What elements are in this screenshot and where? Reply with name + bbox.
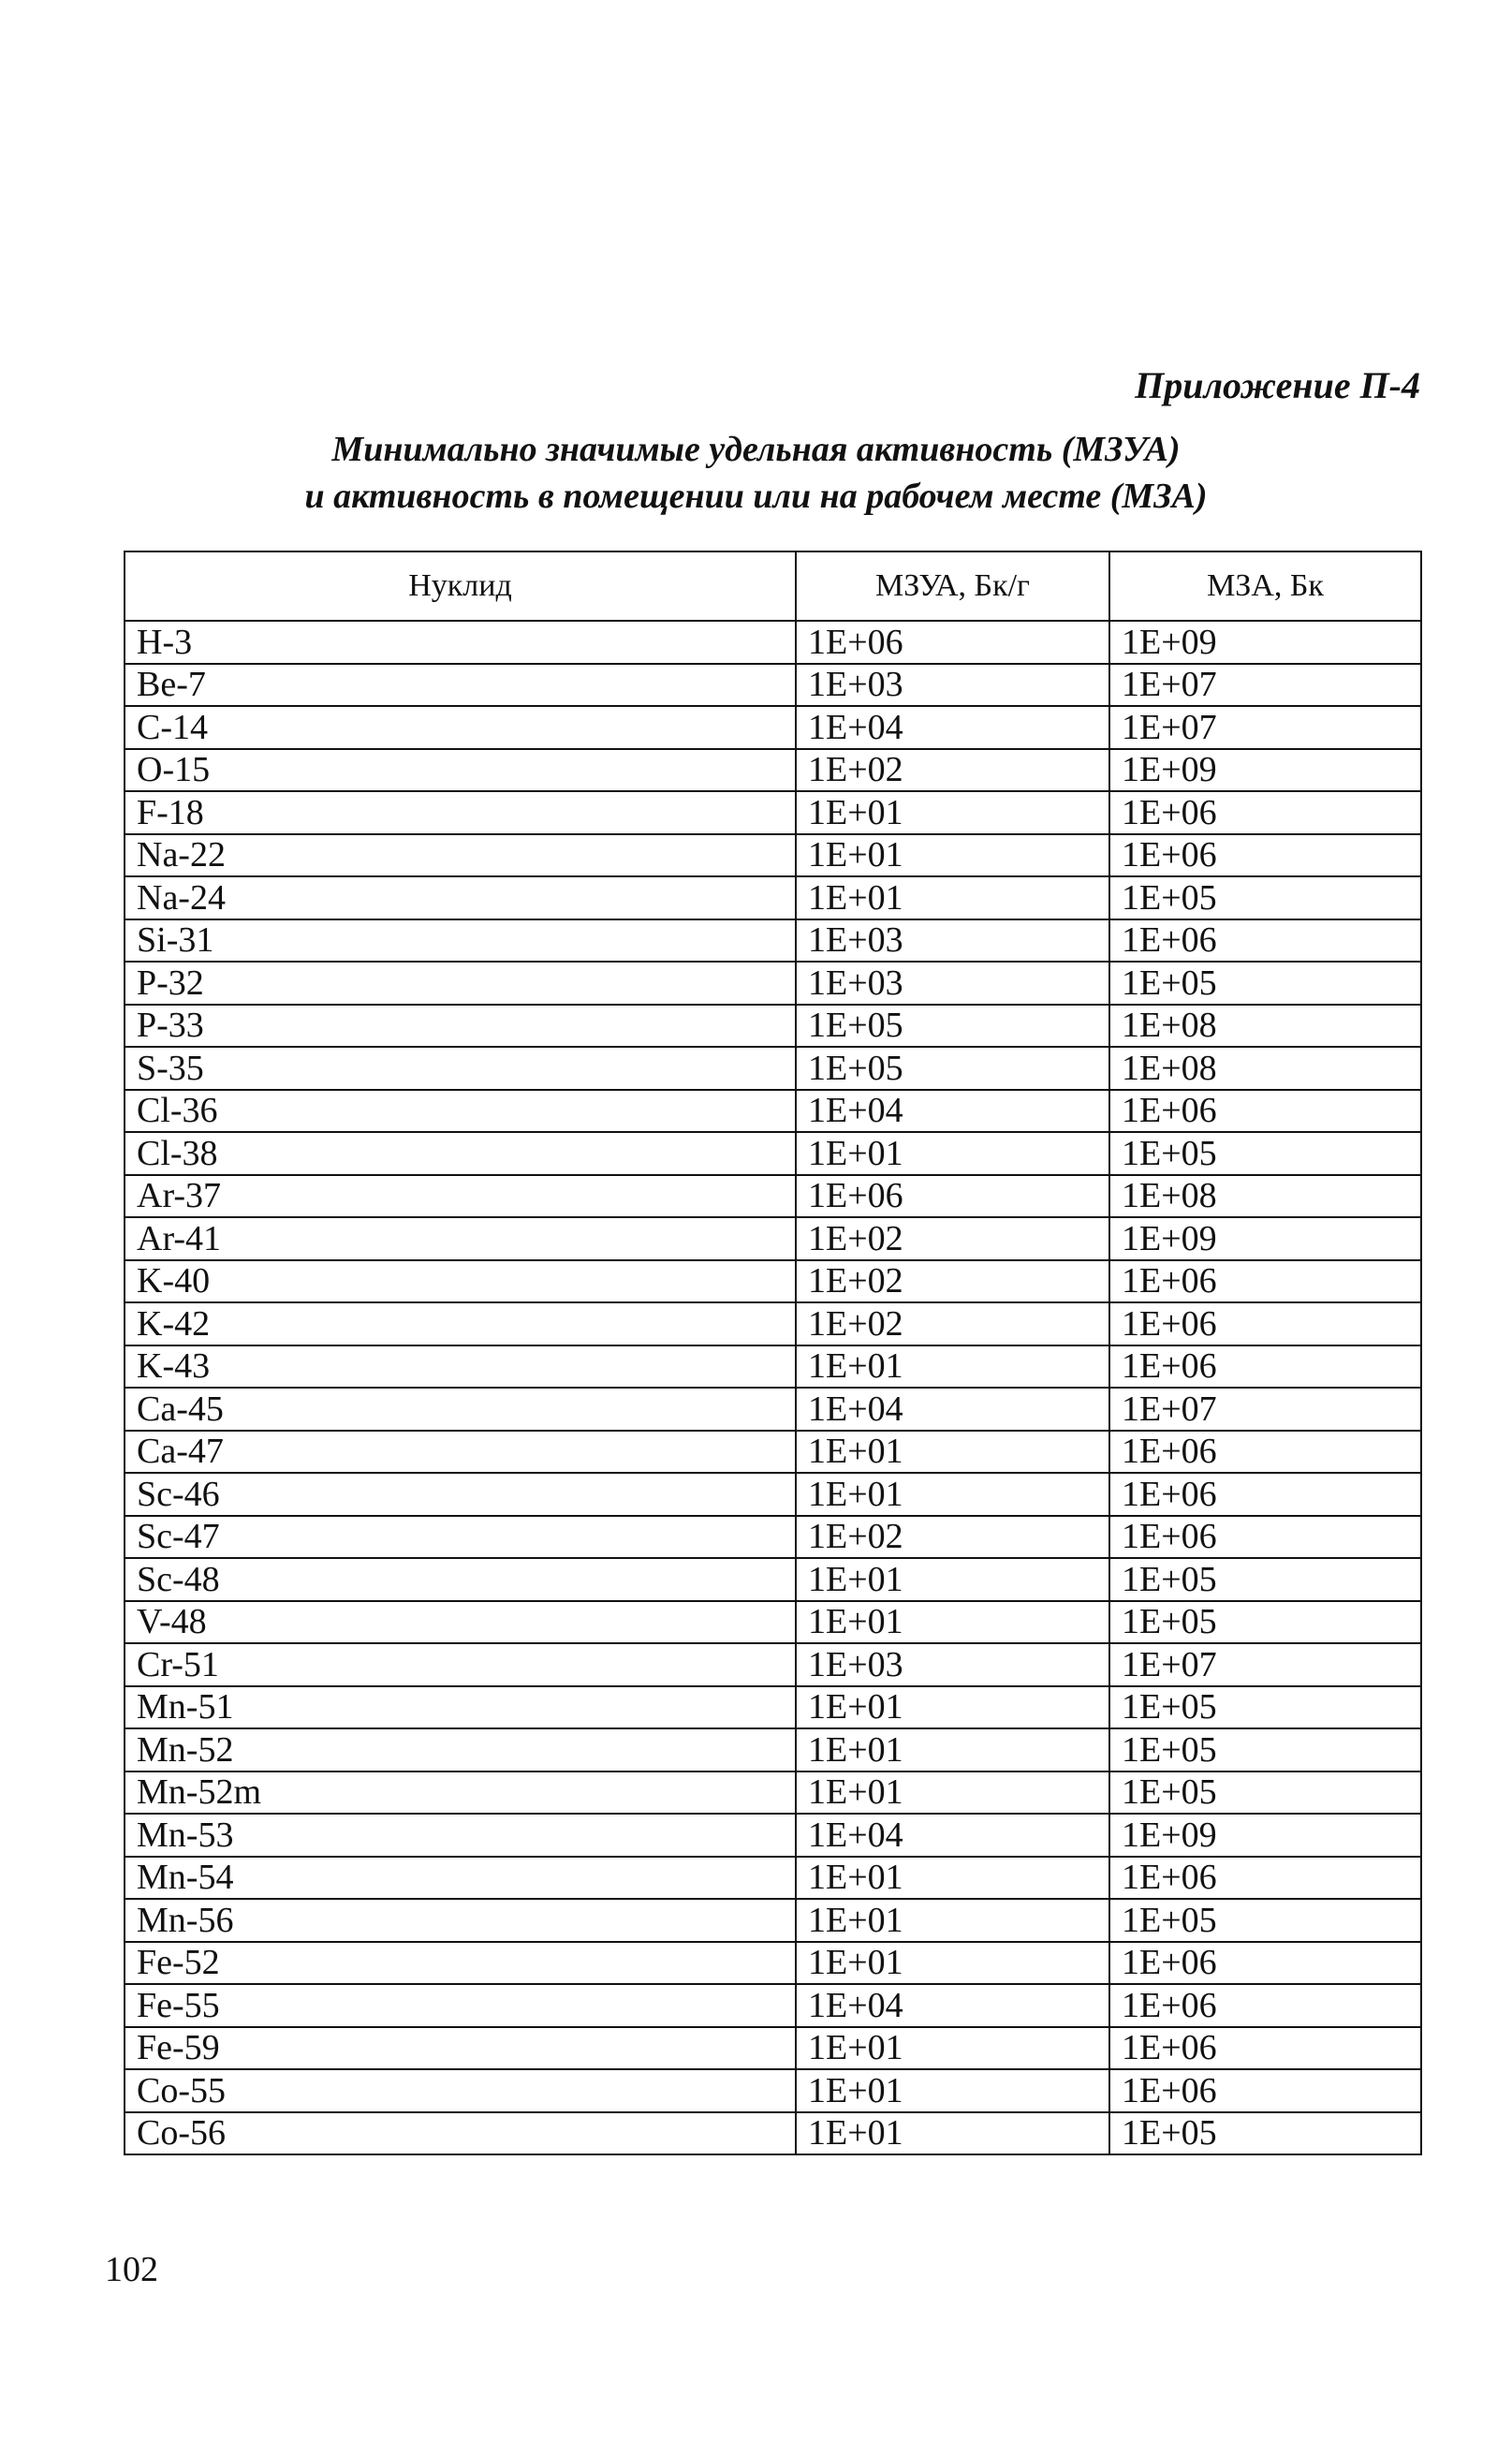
table-row — [125, 1942, 1421, 1985]
mza-cell: 1E+06 — [1109, 1857, 1421, 1900]
mza-cell: 1E+06 — [1109, 1345, 1421, 1389]
nuclide-cell: Ar-41 — [125, 1217, 796, 1260]
mza-cell: 1E+07 — [1109, 664, 1421, 707]
mzua-cell: 1E+01 — [796, 1558, 1109, 1601]
mza-cell: 1E+06 — [1109, 791, 1421, 834]
mza-cell: 1E+05 — [1109, 2112, 1421, 2155]
mza-cell: 1E+05 — [1109, 1686, 1421, 1729]
table-row — [125, 1473, 1421, 1516]
mza-cell: 1E+05 — [1109, 876, 1421, 919]
table-row — [125, 706, 1421, 749]
mzua-cell: 1E+01 — [796, 2069, 1109, 2112]
mzua-cell: 1E+06 — [796, 621, 1109, 664]
page-title — [0, 426, 1512, 520]
mza-cell: 1E+05 — [1109, 1558, 1421, 1601]
mzua-cell: 1E+02 — [796, 749, 1109, 792]
mzua-cell: 1E+01 — [796, 1728, 1109, 1771]
mza-cell: 1E+05 — [1109, 1132, 1421, 1175]
mzua-cell: 1E+01 — [796, 1345, 1109, 1389]
nuclide-cell: O-15 — [125, 749, 796, 792]
table-row — [125, 1175, 1421, 1218]
nuclide-cell: Mn-56 — [125, 1899, 796, 1942]
nuclide-cell: P-33 — [125, 1005, 796, 1048]
nuclide-cell: Mn-53 — [125, 1814, 796, 1857]
table-row — [125, 1217, 1421, 1260]
nuclide-cell: Fe-52 — [125, 1942, 796, 1985]
nuclide-cell: F-18 — [125, 791, 796, 834]
mza-cell: 1E+06 — [1109, 1302, 1421, 1345]
mzua-cell: 1E+01 — [796, 1686, 1109, 1729]
mzua-cell: 1E+01 — [796, 1473, 1109, 1516]
table-row — [125, 1601, 1421, 1644]
mzua-cell: 1E+04 — [796, 1388, 1109, 1431]
mza-cell: 1E+05 — [1109, 1899, 1421, 1942]
mza-cell: 1E+06 — [1109, 1260, 1421, 1303]
nuclide-cell: Be-7 — [125, 664, 796, 707]
appendix-label: Приложение П-4 — [1135, 364, 1420, 406]
nuclide-table — [124, 551, 1422, 2155]
mzua-cell: 1E+04 — [796, 706, 1109, 749]
mzua-cell: 1E+03 — [796, 919, 1109, 963]
mzua-cell: 1E+01 — [796, 2027, 1109, 2070]
table-row — [125, 1260, 1421, 1303]
nuclide-cell: K-40 — [125, 1260, 796, 1303]
table-row — [125, 2069, 1421, 2112]
table-row — [125, 1643, 1421, 1686]
nuclide-cell: K-42 — [125, 1302, 796, 1345]
mzua-cell: 1E+03 — [796, 1643, 1109, 1686]
mza-cell: 1E+09 — [1109, 1814, 1421, 1857]
mza-cell: 1E+06 — [1109, 919, 1421, 963]
table-row — [125, 1984, 1421, 2027]
table-row — [125, 1771, 1421, 1815]
table-row — [125, 876, 1421, 919]
table-row — [125, 1047, 1421, 1090]
nuclide-cell: Cl-36 — [125, 1090, 796, 1133]
mza-cell: 1E+09 — [1109, 621, 1421, 664]
mza-cell: 1E+06 — [1109, 1942, 1421, 1985]
table-row — [125, 1516, 1421, 1559]
table-row — [125, 1857, 1421, 1900]
mzua-cell: 1E+04 — [796, 1984, 1109, 2027]
mzua-cell: 1E+03 — [796, 664, 1109, 707]
mzua-cell: 1E+01 — [796, 1132, 1109, 1175]
nuclide-cell: S-35 — [125, 1047, 796, 1090]
table-row — [125, 749, 1421, 792]
mzua-cell: 1E+05 — [796, 1047, 1109, 1090]
nuclide-cell: Mn-52 — [125, 1728, 796, 1771]
nuclide-cell: Sc-47 — [125, 1516, 796, 1559]
nuclide-cell: Cr-51 — [125, 1643, 796, 1686]
nuclide-cell: H-3 — [125, 621, 796, 664]
mzua-cell: 1E+06 — [796, 1175, 1109, 1218]
nuclide-cell: Mn-51 — [125, 1686, 796, 1729]
table-row — [125, 2027, 1421, 2070]
page-title-line-2: и активность в помещении или на рабочем месте (МЗА) — [304, 477, 1208, 516]
table-row — [125, 1814, 1421, 1857]
mza-cell: 1E+09 — [1109, 1217, 1421, 1260]
mza-cell: 1E+08 — [1109, 1047, 1421, 1090]
table-row — [125, 1558, 1421, 1601]
mzua-cell: 1E+01 — [796, 2112, 1109, 2155]
table-row — [125, 1090, 1421, 1133]
mza-cell: 1E+05 — [1109, 962, 1421, 1005]
nuclide-cell: Fe-55 — [125, 1984, 796, 2027]
page-number: 102 — [105, 2250, 158, 2289]
page-title-line-1: Минимально значимые удельная активность (МЗУА) — [331, 430, 1181, 469]
mzua-cell: 1E+02 — [796, 1302, 1109, 1345]
table-header-row — [125, 551, 1421, 621]
nuclide-cell: C-14 — [125, 706, 796, 749]
table-row — [125, 919, 1421, 963]
nuclide-cell: Ar-37 — [125, 1175, 796, 1218]
column-header-mza: МЗА, Бк — [1109, 551, 1421, 621]
mzua-cell: 1E+04 — [796, 1814, 1109, 1857]
nuclide-cell: Mn-54 — [125, 1857, 796, 1900]
table-row — [125, 1388, 1421, 1431]
mza-cell: 1E+05 — [1109, 1728, 1421, 1771]
mzua-cell: 1E+01 — [796, 1431, 1109, 1474]
nuclide-cell: Ca-45 — [125, 1388, 796, 1431]
column-header-nuclide: Нуклид — [125, 551, 796, 621]
mza-cell: 1E+05 — [1109, 1601, 1421, 1644]
mzua-cell: 1E+03 — [796, 962, 1109, 1005]
mza-cell: 1E+06 — [1109, 834, 1421, 877]
mzua-cell: 1E+04 — [796, 1090, 1109, 1133]
table-row — [125, 1302, 1421, 1345]
nuclide-cell: V-48 — [125, 1601, 796, 1644]
mzua-cell: 1E+01 — [796, 791, 1109, 834]
mzua-cell: 1E+01 — [796, 1857, 1109, 1900]
table-row — [125, 1005, 1421, 1048]
table-row — [125, 664, 1421, 707]
mza-cell: 1E+06 — [1109, 1090, 1421, 1133]
nuclide-cell: Si-31 — [125, 919, 796, 963]
table-row — [125, 2112, 1421, 2155]
nuclide-cell: Sc-46 — [125, 1473, 796, 1516]
mza-cell: 1E+07 — [1109, 706, 1421, 749]
mza-cell: 1E+08 — [1109, 1175, 1421, 1218]
mzua-cell: 1E+01 — [796, 1771, 1109, 1815]
mza-cell: 1E+07 — [1109, 1388, 1421, 1431]
mzua-cell: 1E+05 — [796, 1005, 1109, 1048]
column-header-mzua: МЗУА, Бк/г — [796, 551, 1109, 621]
mza-cell: 1E+06 — [1109, 1516, 1421, 1559]
nuclide-cell: Cl-38 — [125, 1132, 796, 1175]
mza-cell: 1E+06 — [1109, 1431, 1421, 1474]
mzua-cell: 1E+02 — [796, 1516, 1109, 1559]
table-row — [125, 1431, 1421, 1474]
table-row — [125, 1686, 1421, 1729]
mzua-cell: 1E+01 — [796, 876, 1109, 919]
table-row — [125, 1132, 1421, 1175]
mza-cell: 1E+06 — [1109, 2069, 1421, 2112]
mzua-cell: 1E+01 — [796, 1942, 1109, 1985]
table-row — [125, 621, 1421, 664]
table-body — [125, 621, 1421, 2154]
nuclide-cell: Mn-52m — [125, 1771, 796, 1815]
mzua-cell: 1E+01 — [796, 1899, 1109, 1942]
mza-cell: 1E+09 — [1109, 749, 1421, 792]
table-row — [125, 1899, 1421, 1942]
nuclide-cell: Fe-59 — [125, 2027, 796, 2070]
nuclide-cell: Sc-48 — [125, 1558, 796, 1601]
nuclide-cell: Na-24 — [125, 876, 796, 919]
mza-cell: 1E+06 — [1109, 2027, 1421, 2070]
nuclide-cell: P-32 — [125, 962, 796, 1005]
table-row — [125, 1728, 1421, 1771]
mza-cell: 1E+05 — [1109, 1771, 1421, 1815]
mza-cell: 1E+06 — [1109, 1473, 1421, 1516]
table-row — [125, 834, 1421, 877]
mzua-cell: 1E+02 — [796, 1260, 1109, 1303]
mza-cell: 1E+08 — [1109, 1005, 1421, 1048]
mza-cell: 1E+06 — [1109, 1984, 1421, 2027]
table-row — [125, 791, 1421, 834]
mzua-cell: 1E+01 — [796, 1601, 1109, 1644]
nuclide-cell: K-43 — [125, 1345, 796, 1389]
nuclide-cell: Co-56 — [125, 2112, 796, 2155]
nuclide-cell: Co-55 — [125, 2069, 796, 2112]
nuclide-cell: Ca-47 — [125, 1431, 796, 1474]
mza-cell: 1E+07 — [1109, 1643, 1421, 1686]
table-row — [125, 962, 1421, 1005]
mzua-cell: 1E+01 — [796, 834, 1109, 877]
mzua-cell: 1E+02 — [796, 1217, 1109, 1260]
table-row — [125, 1345, 1421, 1389]
nuclide-cell: Na-22 — [125, 834, 796, 877]
